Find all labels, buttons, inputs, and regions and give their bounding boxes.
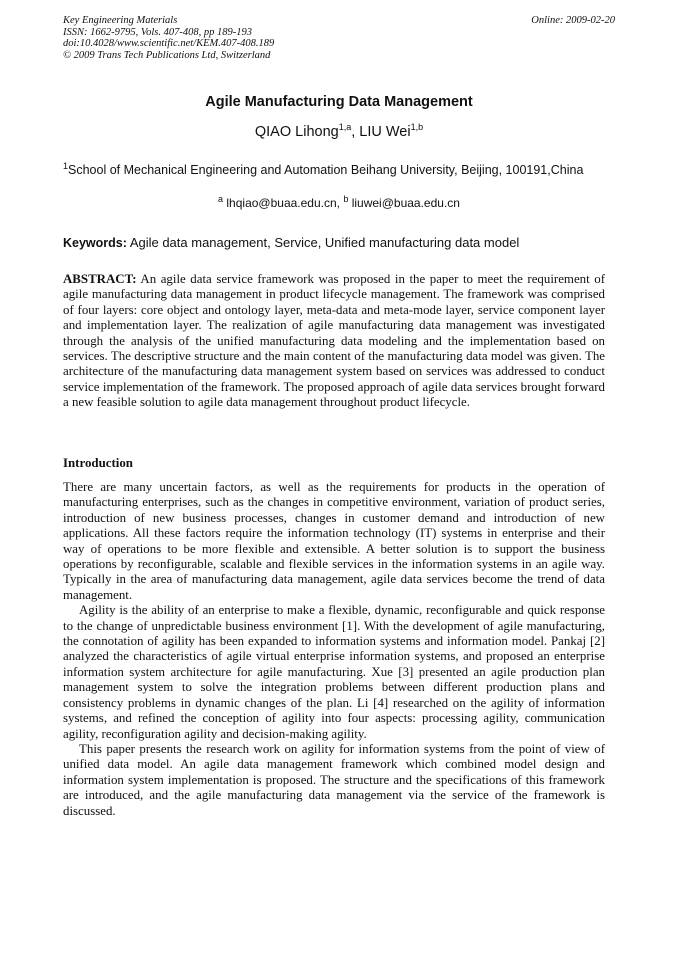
keywords-label: Keywords: bbox=[63, 236, 127, 250]
author-affiliation-mark: 1,b bbox=[410, 122, 424, 133]
copyright-line: © 2009 Trans Tech Publications Ltd, Switzerland bbox=[63, 49, 271, 61]
author-affiliation-mark: 1,a bbox=[338, 122, 352, 133]
paragraph: Agility is the ability of an enterprise to make a flexible, dynamic, reconfigurable and quick response to the change of unpredictable business environment [1]. With the development of agile manufacturing, the connotation of agility has been expanded to information systems and information model. Pankaj [2] analyzed the characteristics of agile virtual enterprise information systems, and proposed an enterprise information system architecture for agile manufacturing. Xue [3] presented an agile production plan management system to solve the integration problems between different production plans and consistency problems in dynamic changes of the plan. Li [4] researched on the agility of information systems, and refined the conception of agility into four aspects: processing agility, communication agility, reconfiguration agility and decision-making agility. bbox=[63, 603, 605, 741]
email-address[interactable]: liuwei@buaa.edu.cn bbox=[351, 196, 460, 210]
author-name: QIAO Lihong bbox=[254, 124, 339, 140]
email-line bbox=[0, 196, 678, 210]
issn-line: ISSN: 1662-9795, Vols. 407-408, pp 189-193 bbox=[63, 26, 252, 38]
email-mark: a bbox=[218, 194, 224, 204]
online-date: Online: 2009-02-20 bbox=[531, 15, 615, 26]
affiliation-mark: 1 bbox=[63, 160, 69, 171]
paper-title: Agile Manufacturing Data Management bbox=[205, 94, 473, 110]
author-line bbox=[0, 124, 678, 140]
keywords-text: Agile data management, Service, Unified manufacturing data model bbox=[129, 235, 520, 250]
affiliation bbox=[63, 160, 623, 177]
introduction-body bbox=[63, 480, 605, 819]
author-name: LIU Wei bbox=[359, 124, 411, 140]
keywords bbox=[63, 235, 623, 250]
doi-line: doi:10.4028/www.scientific.net/KEM.407-408.189 bbox=[63, 38, 275, 49]
email-mark: b bbox=[343, 194, 349, 204]
email-address[interactable]: lhqiao@buaa.edu.cn, bbox=[226, 196, 340, 210]
affiliation-text: School of Mechanical Engineering and Automation Beihang University, Beijing, 100191,China bbox=[68, 163, 584, 177]
journal-header bbox=[63, 15, 274, 61]
abstract bbox=[63, 272, 605, 411]
paragraph: This paper presents the research work on agility for information systems from the point of view of unified data model. An agile data management framework which combined model design and information system implementation is proposed. The structure and the specifications of this framework are introduced, and the agile manufacturing data management via the service of the framework is discussed. bbox=[63, 741, 605, 818]
abstract-label: ABSTRACT: bbox=[63, 272, 137, 286]
abstract-text: An agile data service framework was proposed in the paper to meet the requirement of agile manufacturing data management in product lifecycle management. The framework was comprised of four layers: core object and ontology layer, meta-data and meta-mode layer, service component layer and implementation layer. The realization of agile manufacturing data management was investigated through the analysis of the unified manufacturing data modeling and the implementation based on services. The descriptive structure and the main content of the manufacturing data model was given. The architecture of the manufacturing data management system based on services was addressed to conduct service implementation of the framework. The proposed approach of agile data services brought forward a new feasible solution to agile data management throughout product lifecycle. bbox=[63, 272, 605, 410]
author-separator: , bbox=[351, 124, 360, 140]
paragraph: There are many uncertain factors, as well as the requirements for products in the operation of manufacturing enterprises, such as the changes in competitive environment, variation of product series, introduction of new business processes, changes in customer demand and introduction of new applications. All these factors require the information technology (IT) systems in enterprise and their way of operations to be more flexible and extensible. A better solution is to support the business operations by reconfigurable, scalable and flexible services in the information systems in an agile way. Typically in the area of manufacturing data management, agile data services become the trend of data management. bbox=[63, 480, 605, 602]
section-heading-introduction: Introduction bbox=[63, 456, 133, 470]
journal-name: Key Engineering Materials bbox=[63, 15, 178, 26]
